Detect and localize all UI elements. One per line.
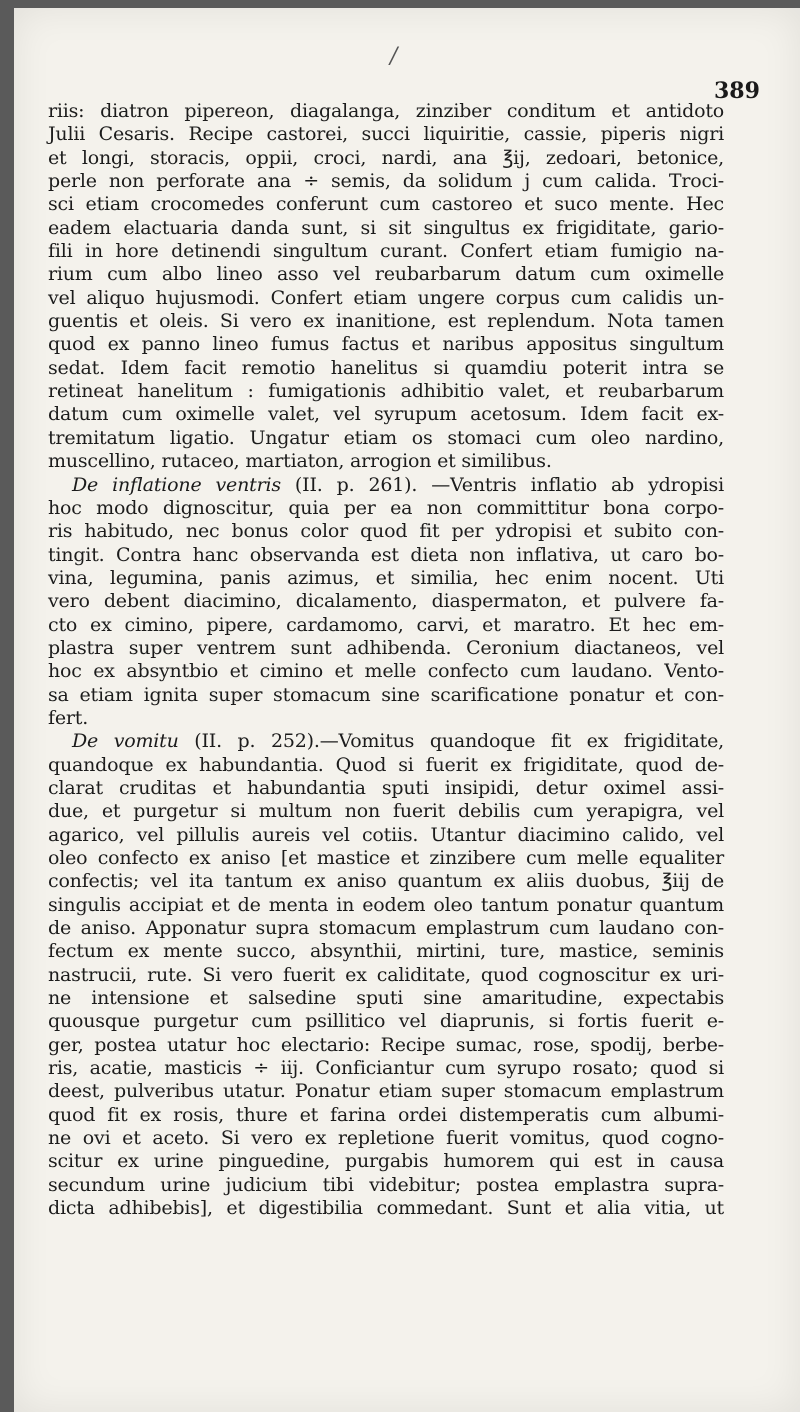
line-text: (II. p. 252).—Vomitus quandoque fit ex frigiditate,: [178, 730, 724, 753]
text-line: [48, 824, 724, 847]
line-text: tremitatum ligatio. Ungatur etiam os stomaci cum oleo nardino,: [48, 426, 724, 449]
line-text: dicta adhibebis], et digestibilia commedant. Sunt et alia vitia, ut: [48, 1197, 724, 1220]
line-text: agarico, vel pillulis aureis vel cotiis. Utantur diacimino calido, vel: [48, 823, 724, 846]
text-line: [48, 1150, 724, 1173]
text-line: [48, 1104, 724, 1127]
text-line: [48, 450, 724, 473]
text-line: [48, 287, 724, 310]
text-line: [48, 193, 724, 216]
line-text: sa etiam ignita super stomacum sine scarificatione ponatur et con-: [48, 683, 724, 706]
text-line: [48, 544, 724, 567]
text-line: [48, 263, 724, 286]
line-text: quod fit ex rosis, thure et farina ordei distemperatis cum albumi-: [48, 1103, 724, 1126]
text-line: [48, 123, 724, 146]
text-line: [48, 333, 724, 356]
line-text: vina, legumina, panis azimus, et similia, hec enim nocent. Uti: [48, 566, 724, 589]
line-text: clarat cruditas et habundantia sputi insipidi, detur oximel assi-: [48, 776, 724, 799]
text-line: [48, 940, 724, 963]
line-text: vel aliquo hujusmodi. Confert etiam ungere corpus cum calidis un-: [48, 286, 724, 309]
body-text: [48, 100, 724, 1221]
line-text: hoc ex absyntbio et cimino et melle confecto cum laudano. Vento-: [48, 660, 724, 683]
text-line: [48, 170, 724, 193]
text-line: [48, 987, 724, 1010]
line-text: eadem elactuaria danda sunt, si sit singultus ex frigiditate, gario-: [48, 216, 724, 239]
text-line: [48, 100, 724, 123]
text-line: [48, 590, 724, 613]
text-line: [48, 614, 724, 637]
line-text: ne ovi et aceto. Si vero ex repletione fuerit vomitus, quod cogno-: [48, 1127, 724, 1150]
line-text: ne intensione et salsedine sputi sine amaritudine, expectabis: [48, 987, 724, 1010]
text-line: [48, 637, 724, 660]
text-line: [48, 684, 724, 707]
line-text: guentis et oleis. Si vero ex inanitione, est replendum. Nota tamen: [48, 310, 724, 333]
text-line: [48, 964, 724, 987]
text-line: [48, 847, 724, 870]
text-line: [48, 1010, 724, 1033]
text-line: [48, 1197, 724, 1220]
line-text: secundum urine judicium tibi videbitur; postea emplastra supra-: [48, 1173, 724, 1196]
book-page: [14, 8, 800, 1412]
line-text: due, et purgetur si multum non fuerit debilis cum yerapigra, vel: [48, 800, 724, 823]
line-text: ger, postea utatur hoc electario: Recipe sumac, rose, spodij, berbe-: [48, 1033, 724, 1056]
line-text: riis: diatron pipereon, diagalanga, zinziber conditum et antidoto: [48, 100, 724, 122]
line-text: ris habitudo, nec bonus color quod fit per ydropisi et subito con-: [48, 520, 724, 543]
text-line: [48, 1127, 724, 1150]
line-text: sedat. Idem facit remotio hanelitus si quamdiu poterit intra se: [48, 356, 724, 379]
text-line: [48, 1034, 724, 1057]
line-text: ris, acatie, masticis ÷ iij. Conficiantur cum syrupo rosato; quod si: [48, 1057, 724, 1080]
section-heading: De inflatione ventris: [72, 473, 281, 496]
text-line: [48, 217, 724, 240]
text-line: [48, 917, 724, 940]
text-line: [48, 310, 724, 333]
line-text: oleo confecto ex aniso [et mastice et zinzibere cum melle equaliter: [48, 847, 724, 869]
line-text: plastra super ventrem sunt adhibenda. Ceronium diactaneos, vel: [48, 636, 724, 659]
line-text: Julii Cesaris. Recipe castorei, succi liquiritie, cassie, piperis nigri: [48, 123, 724, 146]
line-text: perle non perforate ana ÷ semis, da solidum j cum calida. Troci-: [48, 170, 724, 193]
line-text: muscellino, rutaceo, martiaton, arrogion et similibus.: [48, 450, 552, 473]
line-text: et longi, storacis, oppii, croci, nardi, ana ℥ij, zedoari, betonice,: [48, 146, 724, 169]
line-text: vero debent diacimino, dicalamento, diaspermaton, et pulvere fa-: [48, 590, 724, 613]
line-text: cto ex cimino, pipere, cardamomo, carvi, et maratro. Et hec em-: [48, 613, 724, 636]
text-line: [48, 707, 724, 730]
text-line: [48, 403, 724, 426]
text-line: [48, 777, 724, 800]
line-text: confectis; vel ita tantum ex aniso quantum ex aliis duobus, ℥iij de: [48, 870, 724, 893]
line-text: de aniso. Apponatur supra stomacum emplastrum cum laudano con-: [48, 917, 724, 940]
page-number: 389: [714, 78, 760, 104]
text-line: [48, 800, 724, 823]
line-text: sci etiam crocomedes conferunt cum castoreo et suco mente. Hec: [48, 193, 724, 216]
text-line: [48, 660, 724, 683]
text-line: [48, 1080, 724, 1103]
line-text: rium cum albo lineo asso vel reubarbarum datum cum oximelle: [48, 263, 724, 286]
pencil-mark: /: [390, 44, 398, 69]
text-line: [48, 497, 724, 520]
line-text: datum cum oximelle valet, vel syrupum acetosum. Idem facit ex-: [48, 403, 724, 426]
line-text: fili in hore detinendi singultum curant. Confert etiam fumigio na-: [48, 240, 724, 263]
line-text: fert.: [48, 706, 89, 729]
line-text: fectum ex mente succo, absynthii, mirtini, ture, mastice, seminis: [48, 940, 724, 963]
text-line: [48, 240, 724, 263]
line-text: nastrucii, rute. Si vero fuerit ex caliditate, quod cognoscitur ex uri-: [48, 963, 724, 986]
line-text: quod ex panno lineo fumus factus et naribus appositus singultum: [48, 333, 724, 356]
text-line: [48, 1057, 724, 1080]
text-line: [48, 730, 724, 753]
text-line: [48, 870, 724, 893]
text-line: [48, 380, 724, 403]
line-text: scitur ex urine pinguedine, purgabis humorem qui est in causa: [48, 1150, 724, 1173]
text-line: [48, 474, 724, 497]
section-heading: De vomitu: [72, 730, 179, 753]
text-line: [48, 754, 724, 777]
line-text: retineat hanelitum : fumigationis adhibitio valet, et reubarbarum: [48, 380, 724, 403]
line-text: (II. p. 261). —Ventris inflatio ab ydropisi: [280, 473, 724, 496]
text-line: [48, 147, 724, 170]
text-line: [48, 357, 724, 380]
text-line: [48, 1174, 724, 1197]
line-text: tingit. Contra hanc observanda est dieta non inflativa, ut caro bo-: [48, 543, 724, 566]
line-text: quousque purgetur cum psillitico vel diaprunis, si fortis fuerit e-: [48, 1010, 724, 1033]
text-line: [48, 427, 724, 450]
line-text: quandoque ex habundantia. Quod si fuerit ex frigiditate, quod de-: [48, 753, 724, 776]
text-line: [48, 894, 724, 917]
line-text: deest, pulveribus utatur. Ponatur etiam super stomacum emplastrum: [48, 1080, 724, 1103]
line-text: singulis accipiat et de menta in eodem oleo tantum ponatur quantum: [48, 893, 724, 916]
text-line: [48, 520, 724, 543]
line-text: hoc modo dignoscitur, quia per ea non committitur bona corpo-: [48, 496, 724, 519]
text-line: [48, 567, 724, 590]
